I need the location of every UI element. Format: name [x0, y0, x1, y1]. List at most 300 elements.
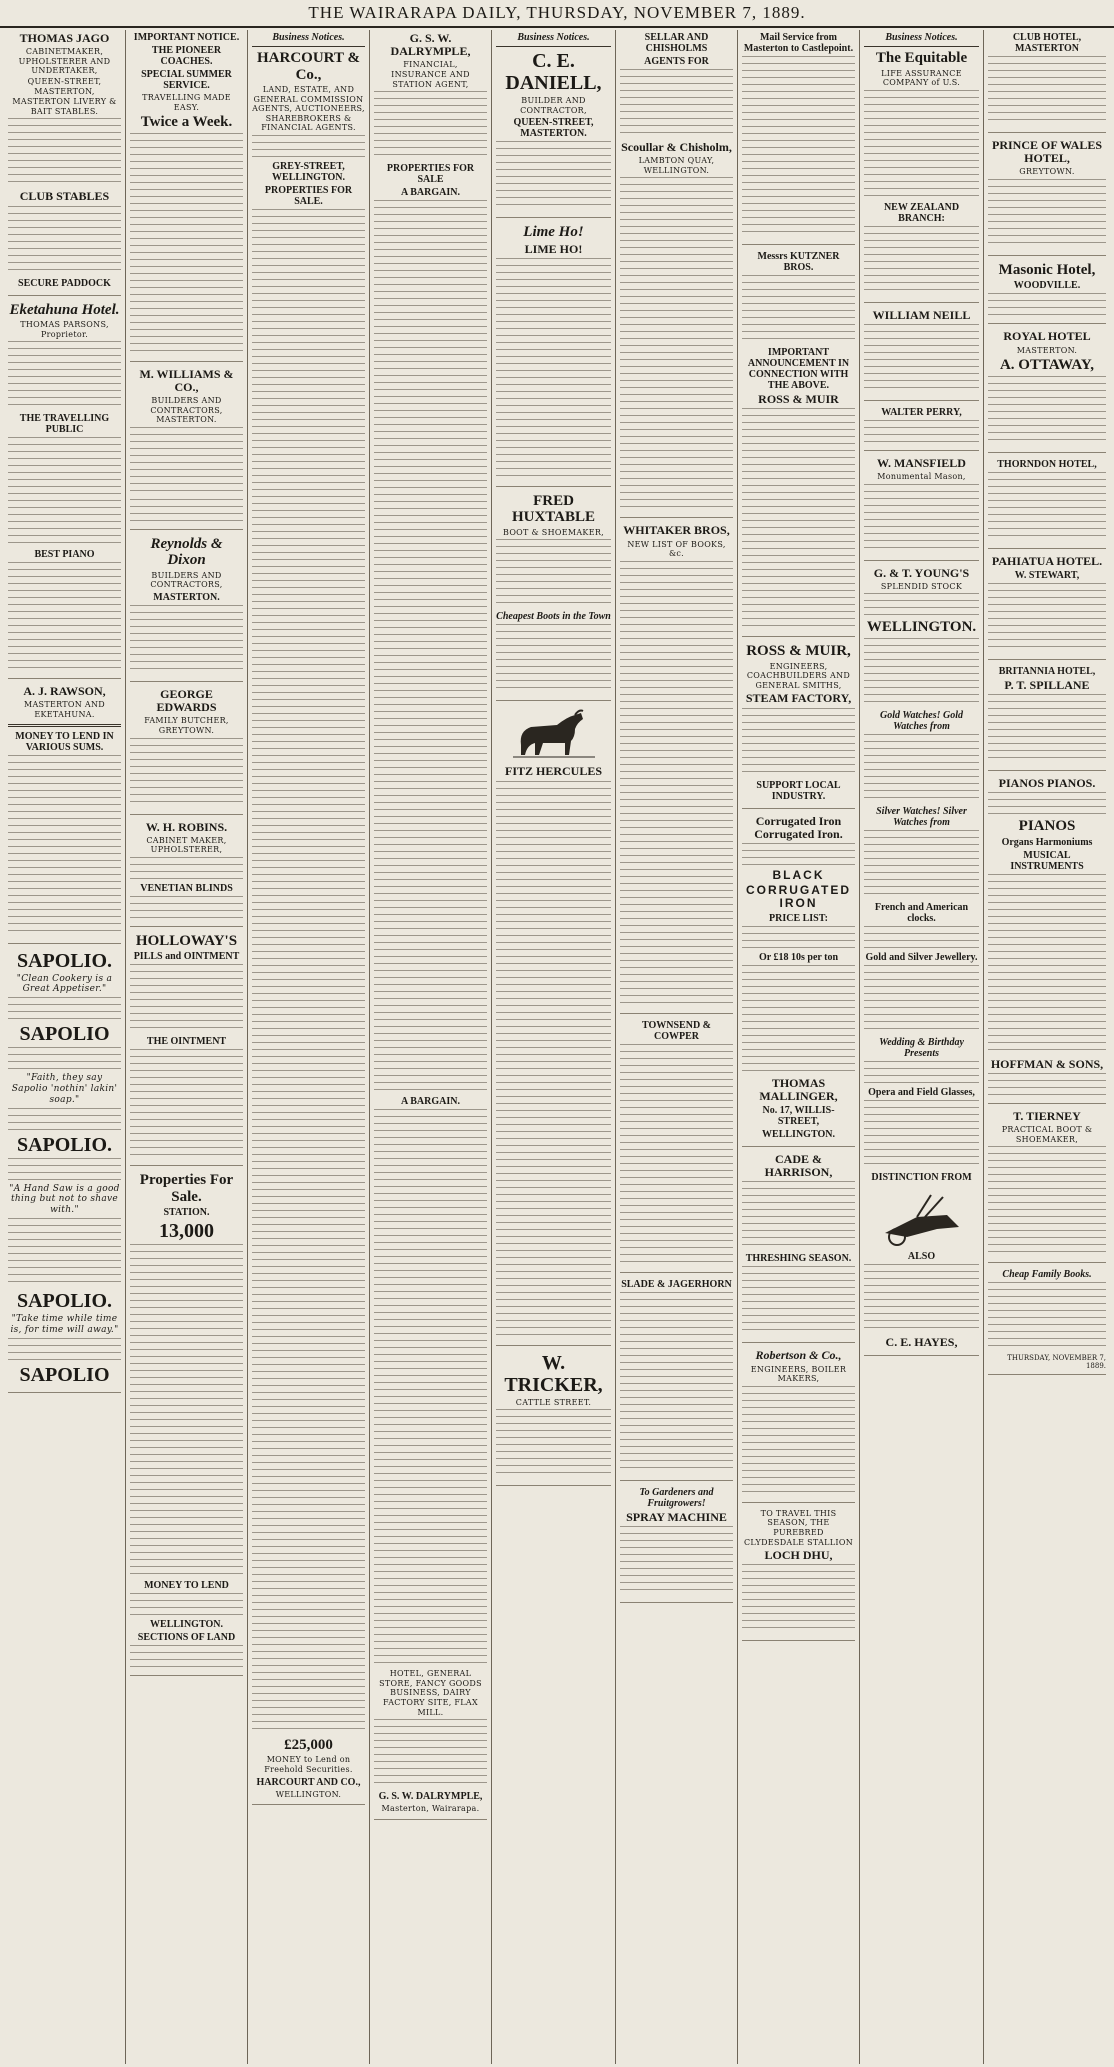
ad-body-text: [742, 1564, 855, 1634]
ad-townsend-cowper: [620, 1020, 733, 1273]
columns: [4, 30, 1110, 2064]
ad-heading: WILLIAM NEILL: [872, 307, 971, 322]
ad-cheap-books: [988, 1269, 1106, 1375]
ad-heading: Mail Service from Masterton to Castlepoint.: [743, 32, 854, 54]
ad-quote: "A Hand Saw is a good thing but not to shave with.": [9, 1183, 120, 1216]
ad-body-text: [374, 872, 487, 982]
ad-body-text: [988, 986, 1106, 1056]
ad-prince-of-wales: [988, 139, 1106, 256]
ad-body-text: [130, 245, 243, 355]
ad-heading: FITZ HERCULES: [504, 764, 603, 779]
ad-body-text: [130, 964, 243, 1034]
ad-subheading: FAMILY BUTCHER, GREYTOWN.: [144, 716, 229, 735]
price-table: [742, 926, 855, 950]
ad-heading: Messrs KUTZNER BROS.: [757, 251, 840, 273]
ad-body-text: [252, 1665, 365, 1735]
ad-body-text: [988, 694, 1106, 764]
ad-body-text: [864, 484, 979, 554]
ad-heading: T. TIERNEY: [1013, 1109, 1081, 1123]
ad-subheading: ENGINEERS, BOILER MAKERS,: [750, 1364, 847, 1384]
ad-body-text: [8, 1108, 121, 1132]
column-7: [738, 30, 860, 2064]
ad-subheading: Wedding & Birthday Presents: [879, 1036, 964, 1059]
ad-body-text: [130, 738, 243, 808]
column-8: [860, 30, 984, 2064]
ad-heading: Corrugated Iron Corrugated Iron.: [754, 813, 843, 841]
ad-subheading: Cheapest Boots in the Town: [496, 611, 611, 623]
ad-heading: Properties For Sale.: [139, 1172, 234, 1205]
ad-body-text: [742, 275, 855, 345]
ad-subheading: Silver Watches! Silver Watches from: [876, 805, 967, 828]
ad-subheading: NEW LIST OF BOOKS, &c.: [627, 539, 726, 559]
ad-body-text: [864, 420, 979, 444]
ad-body-text: [988, 1282, 1106, 1352]
column-2: [126, 30, 248, 2064]
ad-heading: Eketahuna Hotel.: [9, 301, 120, 318]
ad-body-text: [620, 1156, 733, 1266]
ad-body-text: [374, 312, 487, 422]
ad-subheading: French and American clocks.: [874, 901, 969, 924]
ad-george-edwards: [130, 688, 243, 815]
ad-body-text: [988, 792, 1106, 816]
ad-body-text: [252, 769, 365, 879]
ad-heading: SELLAR AND CHISHOLMS: [644, 32, 709, 54]
ad-subheading: AGENTS FOR: [644, 56, 709, 67]
ad-body-text: [988, 56, 1106, 126]
ad-subheading: WOODVILLE.: [1013, 280, 1081, 292]
ad-dalrymple: [374, 32, 487, 1820]
section-heading: Business Notices.: [517, 32, 590, 43]
ad-sapolio: [8, 950, 121, 1393]
ad-subheading: PROPERTIES FOR SALE.: [264, 184, 353, 207]
ad-heading: PIANOS: [1018, 818, 1076, 835]
ad-subheading: A BARGAIN.: [401, 1096, 460, 1108]
ad-body-text: [374, 984, 487, 1094]
ad-body-text: [742, 56, 855, 166]
ad-body-text: [8, 755, 121, 865]
ad-body-text: [130, 1593, 243, 1617]
ad-royal-hotel: [988, 330, 1106, 452]
ad-tierney: [988, 1110, 1106, 1263]
ad-subheading: BEST PIANO: [34, 549, 95, 561]
ad-body-text: [252, 1329, 365, 1439]
ad-heading: W. MANSFIELD: [877, 455, 966, 470]
ad-heading: SAPOLIO.: [16, 1289, 113, 1312]
ad-heading: CADE & HARRISON,: [764, 1151, 833, 1180]
ad-heading: WALTER PERRY,: [881, 406, 962, 418]
ad-reynolds-dixon: [130, 536, 243, 682]
ad-body-text: [252, 881, 365, 991]
ad-body-text: [8, 341, 121, 411]
ad-subheading: BUILDER AND CONTRACTOR,: [520, 96, 587, 115]
column-5: [492, 30, 616, 2064]
ad-body-text: [496, 893, 611, 1003]
ad-body-text: [252, 993, 365, 1103]
ad-heading: BRITANNIA HOTEL,: [998, 665, 1096, 677]
ad-subheading: SECTIONS OF LAND: [137, 1632, 236, 1644]
ad-subheading: NEW ZEALAND BRANCH:: [883, 201, 960, 224]
ad-body-text: [130, 499, 243, 523]
ad-heading: G. & T. YOUNG'S: [873, 565, 970, 580]
column-4: [370, 30, 492, 2064]
ad-subheading: TRAVELLING MADE EASY.: [142, 93, 231, 112]
ad-young: [864, 567, 979, 1356]
ad-body-text: [742, 1181, 855, 1251]
ad-body-text: [374, 536, 487, 646]
ad-subheading: MONEY TO LEND: [144, 1580, 229, 1592]
ad-body-text: [742, 168, 855, 238]
ad-pioneer-coaches: [130, 32, 243, 362]
ad-subheading: Gold and Silver Jewellery.: [865, 951, 978, 963]
ad-body-text: [496, 781, 611, 891]
ad-heading: THORNDON HOTEL,: [997, 458, 1097, 470]
ad-subheading: DISTINCTION FROM: [871, 1171, 972, 1183]
ad-club-hotel: [988, 32, 1106, 133]
ad-body-text: [130, 896, 243, 920]
ad-thomas-jago: [8, 32, 121, 296]
ad-body-text: [496, 258, 611, 368]
ad-body-text: [988, 874, 1106, 984]
ad-body-text: [374, 424, 487, 534]
ad-figure: £25,000: [284, 1736, 333, 1753]
ad-body-text: [864, 593, 979, 617]
ad-heading: BLACK: [772, 868, 825, 883]
ad-heading: ROYAL HOTEL: [1003, 329, 1091, 344]
ad-heading: A. J. RAWSON,: [23, 684, 106, 699]
ad-signature: Masterton, Wairarapa.: [381, 1804, 480, 1814]
ad-body-text: [864, 638, 979, 708]
ad-heading: SAPOLIO: [19, 1023, 110, 1046]
ad-heading: SPRAY MACHINE: [626, 1509, 727, 1524]
ad-body-text: [252, 209, 365, 319]
ad-body-text: [130, 1356, 243, 1466]
ad-body-text: [496, 370, 611, 480]
ad-subheading: THOMAS PARSONS, Proprietor.: [20, 320, 109, 339]
ad-body-text: [130, 1049, 243, 1159]
ad-equitable: [864, 32, 979, 303]
ad-body-text: [496, 1005, 611, 1115]
ad-heading: Twice a Week.: [140, 114, 233, 131]
ad-body-text: [496, 141, 611, 211]
ad-body-text: [620, 1404, 733, 1474]
ad-body-text: [374, 1333, 487, 1443]
ad-heading: SLADE & JAGERHORN: [621, 1278, 732, 1290]
ad-body-text: [374, 1109, 487, 1219]
ad-body-text: [496, 624, 611, 694]
ad-signature: WELLINGTON.: [275, 1789, 342, 1799]
ad-subheading: MASTERTON LIVERY & BAIT STABLES.: [12, 97, 117, 116]
ad-thorndon-hotel: [988, 459, 1106, 549]
ad-heading: GEORGE EDWARDS: [156, 687, 217, 715]
ad-heading: G. S. W. DALRYMPLE,: [390, 31, 471, 59]
ad-heading: P. T. SPILLANE: [1004, 677, 1090, 692]
ad-body-text: [620, 401, 733, 511]
ad-subheading: MASTERTON.: [153, 592, 220, 604]
ad-subheading: Organs Harmoniums: [1001, 836, 1093, 848]
ad-subheading: Gold Watches! Gold Watches from: [880, 709, 963, 732]
ad-subheading: BOOT & SHOEMAKER,: [503, 527, 604, 537]
ad-heading: LIME HO!: [524, 241, 583, 256]
ad-lime: [496, 224, 611, 487]
ad-body-text: [252, 433, 365, 543]
ad-heading: The Equitable: [875, 50, 968, 66]
ad-body-text: [374, 648, 487, 758]
ad-body-text: [864, 1100, 979, 1170]
ad-body-text: [8, 1047, 121, 1071]
ad-body-text: [864, 965, 979, 1035]
ad-body-text: [374, 200, 487, 310]
ad-body-text: [742, 965, 855, 1075]
column-6: [616, 30, 738, 2064]
ad-body-text: [496, 539, 611, 609]
ad-heading: M. WILLIAMS & CO.,: [139, 366, 234, 394]
ad-pahiatua-hotel: [988, 555, 1106, 660]
ad-body-text: [252, 135, 365, 159]
ad-body-text: [742, 520, 855, 630]
ad-signature: C. E. HAYES,: [885, 1334, 958, 1349]
ad-properties: [130, 1172, 243, 1676]
ad-subheading: MASTERTON AND EKETAHUNA.: [23, 700, 106, 719]
ad-body-text: [864, 226, 979, 296]
ad-subheading: PRACTICAL BOOT & SHOEMAKER,: [1001, 1125, 1093, 1144]
ad-heading: CLUB STABLES: [19, 189, 110, 204]
ad-heading: THOMAS JAGO: [19, 31, 110, 45]
ad-heading: W. H. ROBINS.: [145, 819, 228, 834]
ad-body-text: [496, 1229, 611, 1339]
ad-corrugated-iron: [742, 815, 855, 1147]
ad-body-text: [496, 1117, 611, 1227]
ad-heading: CORRUGATED IRON: [745, 883, 852, 911]
ad-slade-jagerhorn: [620, 1279, 733, 1481]
ad-heading: W. TRICKER,: [504, 1351, 603, 1396]
ad-signature: G. S. W. DALRYMPLE,: [378, 1791, 483, 1803]
ad-body-text: [252, 1105, 365, 1215]
ad-body-text: [620, 1526, 733, 1596]
ad-sellar-chisholm: [620, 32, 733, 518]
ad-body-text: [496, 1409, 611, 1479]
ad-body-text: [988, 376, 1106, 446]
ad-body-text: [620, 289, 733, 399]
ad-body-text: [130, 605, 243, 675]
ad-subheading: PRICE LIST:: [769, 912, 828, 924]
ad-william-neill: [864, 309, 979, 401]
section-heading: Business Notices.: [885, 32, 958, 43]
ad-body-text: [374, 760, 487, 870]
ad-daniell: [496, 32, 611, 218]
ad-body-text: [742, 408, 855, 518]
ad-heading: TOWNSEND & COWPER: [642, 1019, 711, 1042]
ad-subheading: FINANCIAL, INSURANCE AND STATION AGENT,: [391, 60, 470, 89]
ad-body-text: [742, 708, 855, 778]
ad-body-text: [252, 545, 365, 655]
ad-body-text: [620, 673, 733, 783]
ad-fitz-hercules: [496, 707, 611, 1345]
ad-body-text: [620, 785, 733, 895]
ad-heading: HOFFMAN & SONS,: [990, 1056, 1104, 1071]
ad-robertson: [742, 1349, 855, 1502]
ad-harcourt: [252, 32, 365, 1805]
ad-body-text: [864, 90, 979, 200]
ad-heading: WHITAKER BROS,: [623, 523, 730, 538]
ad-body-text: [130, 133, 243, 243]
ad-heading: MONEY TO LEND IN VARIOUS SUMS.: [15, 730, 114, 753]
ad-subheading: CABINET MAKER, UPHOLSTERER,: [146, 835, 227, 855]
ad-body-text: [8, 997, 121, 1021]
ad-heading: THOMAS MALLINGER,: [759, 1075, 838, 1103]
ad-body-text: [742, 843, 855, 867]
ad-heading: To Gardeners and Fruitgrowers!: [639, 1486, 714, 1509]
ad-kutzner: [742, 251, 855, 637]
ad-subheading: ENGINEERS, COACHBUILDERS AND GENERAL SMITHS,: [746, 661, 851, 690]
column-9: [984, 30, 1110, 2064]
ad-williams: [130, 368, 243, 530]
ad-body-text: [374, 1221, 487, 1331]
ad-body-text: [130, 1468, 243, 1578]
ad-body-text: [620, 1044, 733, 1154]
ad-heading: PRINCE OF WALES HOTEL,: [991, 138, 1103, 166]
ad-heading: SAPOLIO: [19, 1363, 110, 1386]
ad-heading: SAPOLIO.: [16, 1133, 113, 1156]
ad-subheading: THE OINTMENT: [146, 1036, 227, 1048]
ad-address: QUEEN-STREET, MASTERTON.: [513, 117, 594, 140]
ad-heading: A. OTTAWAY,: [999, 357, 1095, 374]
ad-subheading: GREYTOWN.: [1019, 167, 1075, 177]
ad-walter-perry: [864, 407, 979, 451]
ad-body-text: [8, 1158, 121, 1182]
ad-pianos: [988, 777, 1106, 1104]
ad-body-text: [620, 561, 733, 671]
ad-heading: PIANOS PIANOS.: [998, 776, 1096, 791]
ad-body-text: [742, 1266, 855, 1336]
column-1: [4, 30, 126, 2064]
ad-address: QUEEN-STREET, MASTERTON,: [27, 76, 102, 96]
ad-rawson: [8, 685, 121, 943]
ad-body-text: [864, 926, 979, 950]
column-3: [248, 30, 370, 2064]
ad-body-text: [8, 562, 121, 672]
ad-body-text: [620, 69, 733, 139]
ad-subheading: MONEY to Lend on Freehold Securities.: [264, 1755, 353, 1775]
ad-whitaker: [620, 524, 733, 1013]
ad-subheading: MUSICAL INSTRUMENTS: [1010, 849, 1084, 872]
ad-body-text: [988, 1073, 1106, 1097]
ad-body-text: [130, 857, 243, 881]
ad-body-text: [988, 293, 1106, 317]
ad-heading: Cheap Family Books.: [1002, 1269, 1092, 1281]
ad-body-text: [742, 1386, 855, 1496]
ad-subheading: TO TRAVEL THIS SEASON, THE PUREBRED CLYDESDALE STALLION: [743, 1508, 854, 1547]
ad-signature: HARCOURT AND CO.,: [256, 1776, 361, 1788]
ad-body-text: [8, 1218, 121, 1288]
ad-body-text: [130, 1244, 243, 1354]
ad-subheading: BUILDERS AND CONTRACTORS,: [150, 570, 223, 590]
ad-subheading: SPECIAL SUMMER SERVICE.: [141, 69, 232, 91]
ad-heading: IMPORTANT NOTICE.: [133, 32, 240, 43]
ad-heading: PAHIATUA HOTEL.: [991, 553, 1103, 568]
ad-body-text: [374, 1445, 487, 1555]
ad-body-text: [988, 472, 1106, 542]
ad-body-text: [988, 1146, 1106, 1256]
ad-subheading: LIFE ASSURANCE COMPANY of U.S.: [881, 68, 962, 88]
ad-body-text: [8, 118, 121, 188]
ad-subheading: CATTLE STREET.: [515, 1397, 592, 1407]
ad-subheading: VENETIAN BLINDS: [140, 882, 233, 894]
ad-subheading: Monumental Mason,: [877, 472, 966, 482]
ad-subheading: THE TRAVELLING PUBLIC: [19, 413, 110, 436]
ad-subheading: SUPPORT LOCAL INDUSTRY.: [756, 779, 841, 802]
ad-body-text: [988, 179, 1106, 249]
ad-subheading: A BARGAIN.: [401, 187, 460, 199]
ad-body-text: [130, 427, 243, 497]
ad-body-text: [374, 1557, 487, 1667]
ad-spray-machine: [620, 1487, 733, 1603]
ad-heading: ROSS & MUIR: [758, 392, 839, 406]
horse-illustration: [509, 707, 599, 761]
ad-body-text: [620, 177, 733, 287]
ad-subheading: PILLS and OINTMENT: [133, 951, 240, 963]
ad-heading: HOLLOWAY'S: [135, 932, 238, 949]
ad-address: WELLINGTON.: [762, 1128, 835, 1140]
ad-body-text: [864, 1061, 979, 1085]
ad-body-text: [864, 1264, 979, 1334]
ad-body-text: [130, 1645, 243, 1669]
ad-cade-harrison: [742, 1153, 855, 1343]
ad-heading: CLUB HOTEL, MASTERTON: [1012, 32, 1082, 54]
issue-date: THURSDAY, NOVEMBER 7, 1889.: [1007, 1354, 1106, 1371]
ad-loch-dhu: [742, 1509, 855, 1642]
ad-tricker: [496, 1352, 611, 1487]
section-heading: Business Notices.: [272, 32, 345, 43]
ad-figure: 13,000: [159, 1220, 214, 1243]
ad-body-text: [374, 91, 487, 161]
ad-heading: Masonic Hotel,: [998, 261, 1096, 278]
ad-heading: HARCOURT & Co.,: [257, 50, 360, 83]
masthead: THE WAIRARAPA DAILY, THURSDAY, NOVEMBER 7, 1889.: [0, 0, 1114, 28]
ad-body-text: [252, 657, 365, 767]
ad-eketahuna-hotel: [8, 302, 121, 680]
ad-subheading: IMPORTANT ANNOUNCEMENT IN CONNECTION WITH THE ABOVE.: [747, 347, 850, 391]
ad-heading: Robertson & Co.,: [755, 1348, 842, 1363]
ad-subheading: LAND, ESTATE, AND GENERAL COMMISSION AGENTS, AUCTIONEERS, SHAREBROKERS & FINANCIAL AGENTS.: [252, 85, 365, 133]
ad-subheading: MASTERTON.: [1016, 345, 1078, 355]
ad-heading: WELLINGTON.: [866, 619, 977, 636]
ad-body-text: [252, 321, 365, 431]
ad-heading: STEAM FACTORY,: [745, 691, 852, 706]
ad-quote: "Faith, they say Sapolio 'nothin' lakin' soap.": [11, 1073, 118, 1105]
ad-body-text: [252, 1217, 365, 1327]
ad-body-text: [8, 437, 121, 547]
ad-body-text: [988, 583, 1106, 653]
ad-heading: Lime Ho!: [523, 224, 584, 241]
ad-heading: Reynolds & Dixon: [150, 535, 223, 569]
ad-subheading: Opera and Field Glasses,: [868, 1086, 975, 1098]
ad-heading: C. E. DANIELL,: [505, 50, 602, 94]
ad-address: LAMBTON QUAY, WELLINGTON.: [638, 156, 715, 175]
ad-subheading: THRESHING SEASON.: [745, 1253, 852, 1265]
ad-subheading: W. STEWART,: [1014, 569, 1080, 581]
ad-body-text: [8, 1338, 121, 1362]
ad-mansfield: [864, 457, 979, 561]
ad-masonic-hotel: [988, 262, 1106, 325]
ad-heading: ROSS & MUIR,: [746, 643, 851, 660]
ad-heading: SAPOLIO.: [16, 949, 113, 972]
ad-huxtable: [496, 493, 611, 702]
ad-body-text: [252, 1553, 365, 1663]
ad-robins: [130, 821, 243, 927]
ad-heading: Scoullar & Chisholm,: [621, 140, 732, 154]
ad-address: No. 17, WILLIS-STREET,: [762, 1104, 835, 1127]
ad-heading: FRED HUXTABLE: [511, 492, 596, 526]
